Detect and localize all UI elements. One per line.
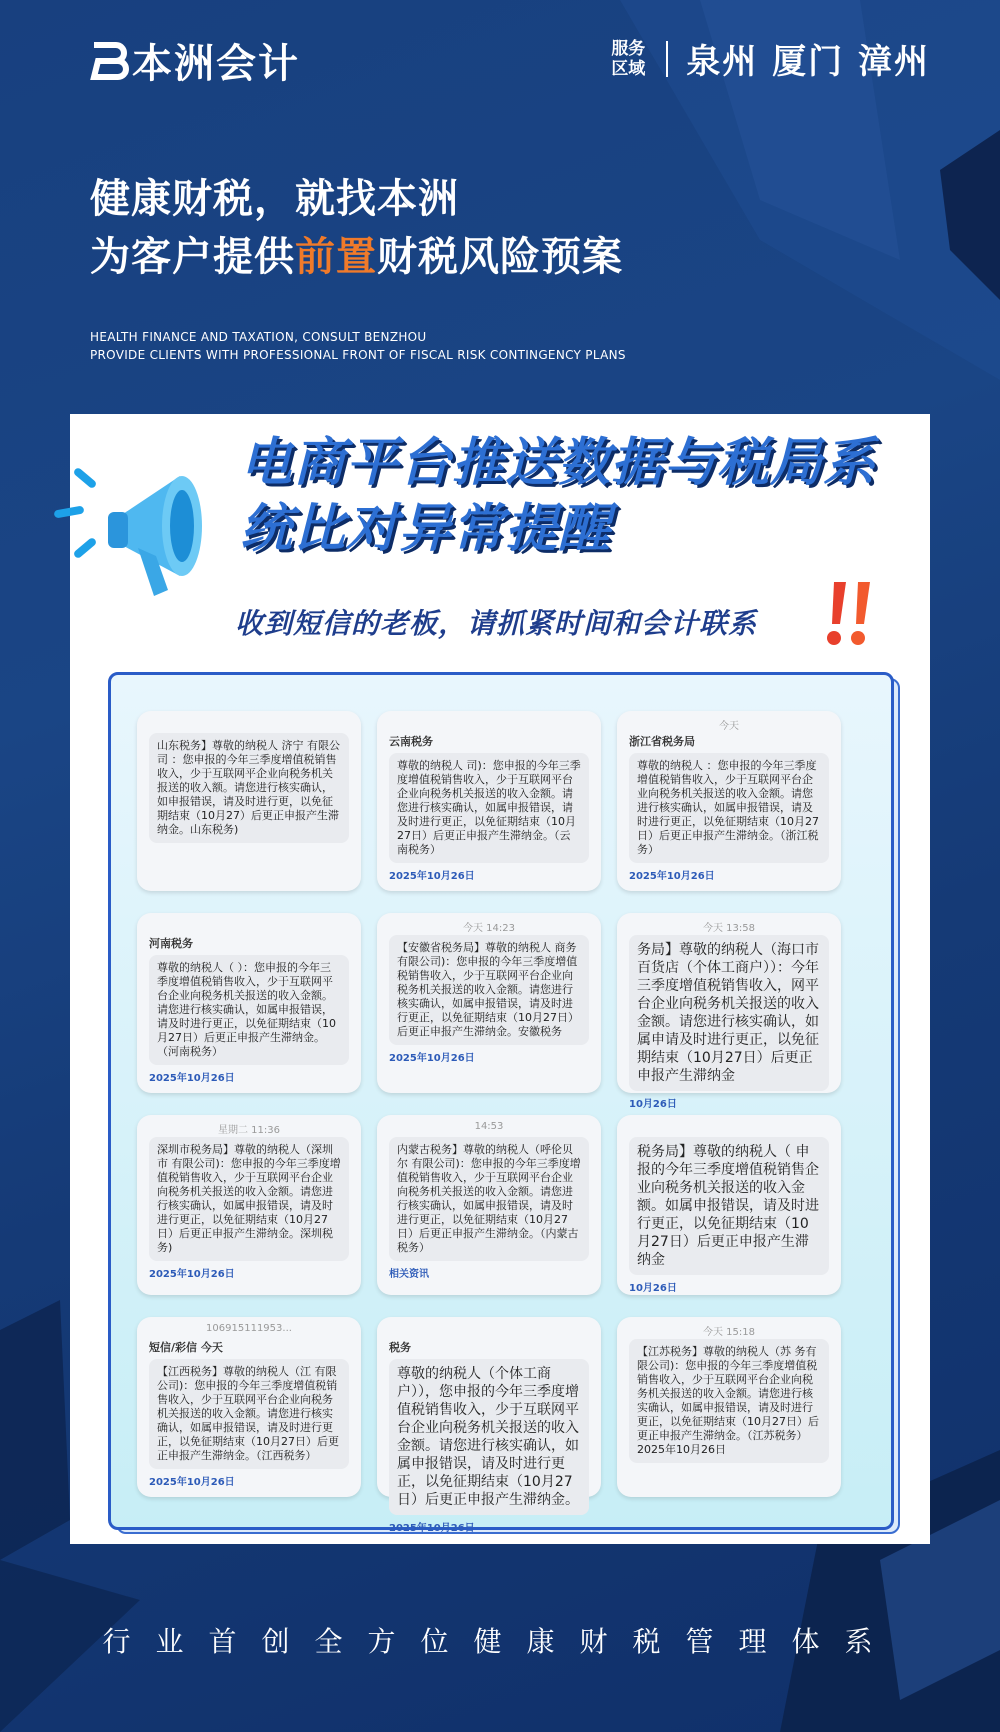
sms-timestamp bbox=[149, 919, 349, 931]
sms-screenshot bbox=[137, 711, 361, 891]
sms-body: 【江苏税务】尊敬的纳税人（苏 务有限公司)：您申报的今年三季度增值税销售收入，少于互联网平台企业向税务机关报送的收入金额。请您进行核实确认，如属申报错误，请及时进行更正，以免征期结束（10月27日）后更正申报产生滞纳金。（江苏税务）2025年10月26日 bbox=[629, 1339, 829, 1463]
sms-screenshot bbox=[617, 913, 841, 1110]
sms-screenshot bbox=[617, 1317, 841, 1497]
sms-collage-frame bbox=[108, 672, 894, 1534]
sms-timestamp: 106915111953... bbox=[206, 1323, 292, 1334]
sms-body: 税务局】尊敬的纳税人（ 申报的今年三季度增值税销售企业向税务机关报送的收入金额。如属申报错误，请及时进行更正，以免征期结束（10月27日）后更正申报产生滞纳金 bbox=[629, 1137, 829, 1275]
sms-timestamp: 今天 bbox=[719, 721, 739, 732]
sms-body: 【江西税务】尊敬的纳税人（江 有限公司)：您申报的今年三季度增值税销售收入，少于互联网平台企业向税务机关报送的收入金额。请您进行核实确认，如属申报错误，请及时进行更正，以免征期结束（10月27日）后更正申报产生滞纳金。（江西税务） bbox=[149, 1359, 349, 1469]
divider bbox=[666, 41, 668, 77]
hero-english bbox=[90, 328, 626, 364]
sms-sender: 税务 bbox=[389, 1341, 411, 1354]
header bbox=[0, 0, 1000, 110]
sms-screenshot bbox=[617, 711, 841, 891]
sms-body: 深圳市税务局】尊敬的纳税人（深圳市 有限公司)：您申报的今年三季度增值税销售收入，少于互联网平台企业向税务机关报送的收入金额。请您进行核实确认，如属申报错误，请及时进行更正，以免征期结束（10月27日）后更正申报产生滞纳金。深圳税务) bbox=[149, 1137, 349, 1261]
sms-timestamp: 今天 14:23 bbox=[463, 923, 515, 934]
exclamation-icon bbox=[820, 580, 880, 650]
sms-screenshot bbox=[137, 1115, 361, 1295]
sms-body: 【安徽省税务局】尊敬的纳税人 商务有限公司)：您申报的今年三季度增值税销售收入，少于互联网平台企业向税务机关报送的收入金额。请您进行核实确认，如属申报错误，请及时进行更正，以免征期结束（10月27日）后更正申报产生滞纳金。安徽税务 bbox=[389, 935, 589, 1045]
hero-english-line-1: HEALTH FINANCE AND TAXATION, CONSULT BENZHOU bbox=[90, 330, 427, 344]
sms-body: 山东税务】尊敬的纳税人 济宁 有限公司 ：您申报的今年三季度增值税销售收入，少于互联网平企业向税务机关报送的收入额。请您进行核实确认，如申报错误，请及时进行更，以免征期结束（10月27）后更正申报产生滞纳金。山东税务) bbox=[149, 733, 349, 843]
sms-timestamp bbox=[629, 1121, 829, 1133]
sms-date: 2025年10月26日 bbox=[149, 1073, 235, 1084]
brand-logo[interactable] bbox=[90, 32, 300, 89]
sms-timestamp: 星期二 11:36 bbox=[218, 1125, 280, 1136]
service-area-label: 服务 区域 bbox=[611, 38, 646, 79]
footer-slogan: 行业首创全方位健康财税管理体系 bbox=[102, 1625, 898, 1658]
sms-screenshot bbox=[617, 1115, 841, 1295]
sms-date: 2025年10月26日 bbox=[389, 1053, 475, 1064]
sms-timestamp bbox=[389, 717, 589, 729]
sms-screenshot bbox=[377, 913, 601, 1093]
brand-name: 本洲会计 bbox=[132, 41, 300, 87]
hero-line-2-post: 财税风险预案 bbox=[377, 234, 623, 280]
megaphone-icon bbox=[50, 456, 220, 606]
sms-date: 2025年10月26日 bbox=[149, 1477, 235, 1488]
card-title: 电商平台推送数据与税局系统比对异常提醒 bbox=[240, 433, 877, 559]
sms-date: 10月26日 bbox=[629, 1283, 677, 1294]
hero-english-line-2: PROVIDE CLIENTS WITH PROFESSIONAL FRONT OF FISCAL RISK CONTINGENCY PLANS bbox=[90, 348, 626, 362]
sms-sender: 浙江省税务局 bbox=[629, 735, 695, 748]
sms-sender: 云南税务 bbox=[389, 735, 433, 748]
sms-timestamp: 今天 15:18 bbox=[703, 1327, 755, 1338]
sms-date: 相关资讯 bbox=[389, 1269, 429, 1280]
sms-screenshot bbox=[377, 711, 601, 891]
sms-screenshot bbox=[137, 1317, 361, 1497]
sms-timestamp bbox=[389, 1323, 589, 1335]
logo-mark-icon bbox=[90, 41, 124, 81]
sms-timestamp bbox=[149, 717, 349, 729]
hero-highlight: 前置 bbox=[295, 234, 377, 280]
service-area bbox=[608, 34, 930, 83]
sms-body: 尊敬的纳税人 司)：您申报的今年三季度增值税销售收入，少于互联网平台企业向税务机关报送的收入金额。请您进行核实确认，如属申报错误，请及时进行更正，以免征期结束（10月27日）后更正申报产生滞纳金。（云南税务） bbox=[389, 753, 589, 863]
sms-sender: 河南税务 bbox=[149, 937, 193, 950]
sms-timestamp: 14:53 bbox=[474, 1121, 504, 1132]
service-cities: 泉州 厦门 漳州 bbox=[686, 42, 930, 82]
sms-body: 尊敬的纳税人（个体工商户）），您申报的今年三季度增值税销售收入，少于互联网平台企业向税务机关报送的收入金额。请您进行核实确认，如属申报错误，请及时进行更正，以免征期结束（10月27日）后更正申报产生滞纳金。 bbox=[389, 1359, 589, 1515]
sms-date: 2025年10月26日 bbox=[629, 871, 715, 882]
sms-date: 2025年10月26日 bbox=[149, 1269, 235, 1280]
hero-line-1: 健康财税，就找本洲 bbox=[90, 176, 459, 222]
sms-body: 内蒙古税务】尊敬的纳税人（呼伦贝尔 有限公司)：您申报的今年三季度增值税销售收入，少于互联网平台企业向税务机关报送的收入金额。请您进行核实确认，如属申报错误，请及时进行更正，以免征期结束（10月27日）后更正申报产生滞纳金。（内蒙古税务） bbox=[389, 1137, 589, 1261]
sms-screenshot bbox=[377, 1115, 601, 1295]
sms-date: 2025年10月26日 bbox=[389, 871, 475, 882]
sms-body: 务局】尊敬的纳税人（海口市 百货店（个体工商户））：今年三季度增值税销售收入，网平台企业向税务机关报送的收入金额。请您进行核实确认，如属申请及时进行更正，以免征期结束（10月27日）后更正申报产生滞纳金 bbox=[629, 935, 829, 1091]
sms-date: 2025年10月26日 bbox=[389, 1523, 475, 1534]
sms-sender: 短信/彩信 今天 bbox=[149, 1341, 223, 1354]
sms-body: 尊敬的纳税人 ：您申报的今年三季度增值税销售收入，少于互联网平台企业向税务机关报送的收入金额。请您进行核实确认，如属申报错误，请及时进行更正，以免征期结束（10月27日）后更正申报产生滞纳金。（浙江税务） bbox=[629, 753, 829, 863]
sms-timestamp: 今天 13:58 bbox=[703, 923, 755, 934]
card-subtitle: 收到短信的老板，请抓紧时间和会计联系 bbox=[235, 607, 758, 640]
sms-screenshot bbox=[137, 913, 361, 1093]
hero-line-2 bbox=[90, 228, 626, 286]
sms-grid bbox=[137, 711, 871, 1534]
sms-date: 10月26日 bbox=[629, 1099, 677, 1110]
hero-line-2-pre: 为客户提供 bbox=[90, 234, 295, 280]
sms-screenshot bbox=[377, 1317, 601, 1534]
sms-body: 尊敬的纳税人（ ）：您申报的今年三季度增值税销售收入，少于互联网平台企业向税务机关报送的收入金额。请您进行核实确认，如属申报错误，请及时进行更正，以免征期结束（10月27日）后更正申报产生滞纳金。（河南税务） bbox=[149, 955, 349, 1065]
hero-section bbox=[90, 170, 626, 364]
